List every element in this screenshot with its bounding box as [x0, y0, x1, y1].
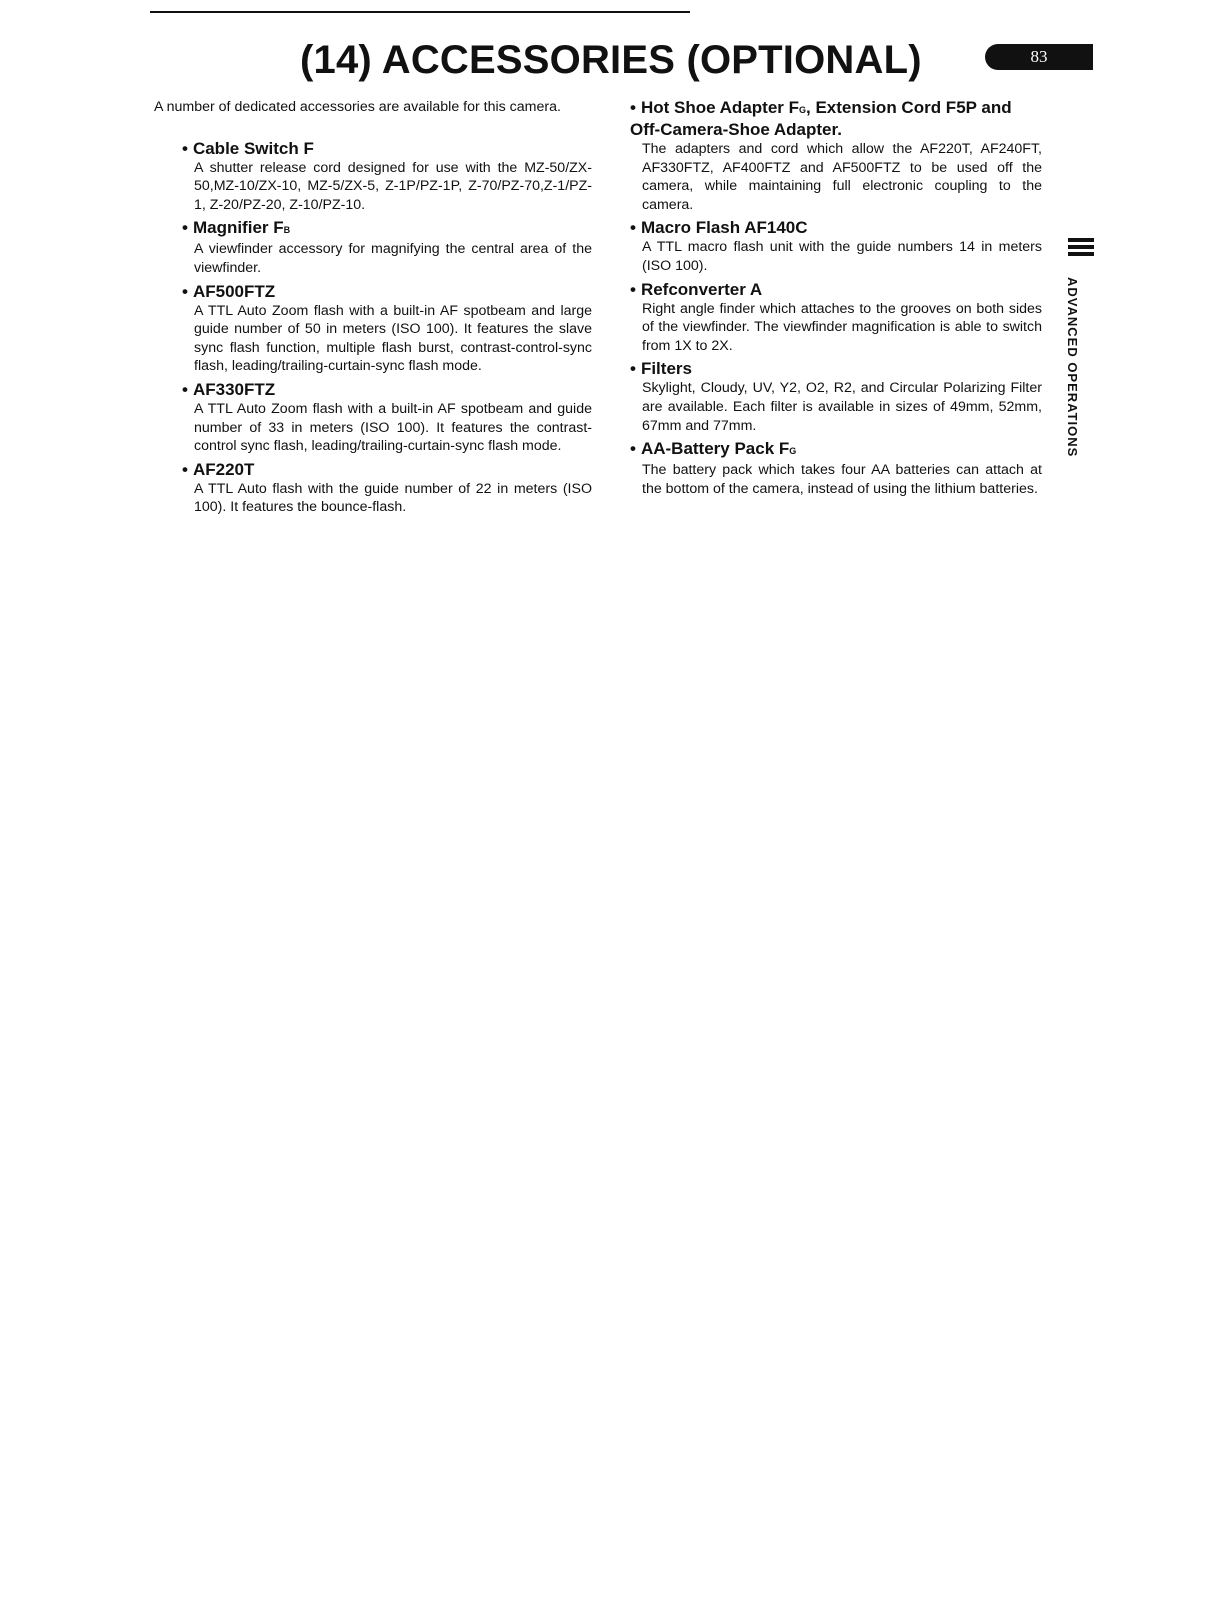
page-title: (14) ACCESSORIES (OPTIONAL): [300, 38, 922, 82]
accessory-item-macro-flash: [630, 218, 1042, 275]
accessory-heading: • Magnifier FB: [182, 218, 291, 238]
accessory-item-filters: [630, 359, 1042, 435]
bullet-icon: •: [630, 218, 636, 238]
bullet-icon: •: [182, 281, 188, 301]
heading-continuation: , Extension Cord F5P and Off-Camera-Shoe Adapter.: [630, 98, 1012, 139]
model-suffix: B: [283, 225, 291, 236]
accessory-description: A TTL Auto Zoom flash with a built-in AF spotbeam and large guide number of 50 in meters (ISO 100). It features the slave sync flash function, multiple flash burst, contrast-control-sync flash, leading/trailing-curtain-sync flash mode.: [194, 302, 592, 375]
model-suffix: G: [799, 105, 807, 115]
accessory-item-hot-shoe-adapter: [630, 98, 1042, 214]
accessory-description: A TTL Auto flash with the guide number of 22 in meters (ISO 100). It features the bounce-flash.: [194, 480, 592, 516]
accessory-description: The adapters and cord which allow the AF220T, AF240FT, AF330FTZ, AF400FTZ and AF500FTZ to be used off the camera, while maintaining full electronic coupling to the camera.: [642, 141, 1042, 213]
accessory-description: The battery pack which takes four AA batteries can attach at the bottom of the camera, instead of using the lithium batteries.: [642, 462, 1042, 497]
section-bars: [1068, 238, 1094, 256]
page-number-tab: [985, 44, 1093, 70]
accessory-description: Right angle finder which attaches to the grooves on both sides of the viewfinder. The viewfinder magnification is able to switch from 1X to 2X.: [642, 300, 1042, 354]
bullet-icon: •: [630, 279, 636, 299]
accessory-description: A viewfinder accessory for magnifying the central area of the viewfinder.: [194, 241, 592, 276]
accessory-heading: • AF500FTZ: [182, 281, 276, 301]
accessory-description: Skylight, Cloudy, UV, Y2, O2, R2, and Circular Polarizing Filter are available. Each filter is available in sizes of 49mm, 52mm, 67mm and 77mm.: [642, 380, 1042, 434]
model-suffix: G: [789, 446, 797, 457]
accessory-heading: • Hot Shoe Adapter FG, Extension Cord F5P and Off-Camera-Shoe Adapter.: [630, 98, 1012, 139]
accessory-item-af500ftz: [154, 282, 592, 376]
intro-text: A number of dedicated accessories are available for this camera.: [154, 99, 561, 115]
bullet-icon: •: [630, 359, 636, 379]
accessory-item-aa-battery-pack: [630, 439, 1042, 498]
bullet-icon: •: [182, 379, 188, 399]
section-marker-icon: [1068, 238, 1094, 259]
accessory-description: A shutter release cord designed for use with the MZ-50/ZX-50,MZ-10/ZX-10, MZ-5/ZX-5, Z-1P/PZ-1P, Z-70/PZ-70,Z-1/PZ-1, Z-20/PZ-20, Z-10/PZ-10.: [194, 159, 592, 213]
bullet-icon: •: [182, 138, 188, 158]
accessory-heading: • AF220T: [182, 459, 255, 479]
accessory-item-magnifier: [154, 218, 592, 277]
accessory-item-cable-switch: [154, 139, 592, 215]
top-rule: [150, 11, 690, 13]
bullet-icon: •: [182, 218, 188, 238]
accessory-heading: • AF330FTZ: [182, 379, 276, 399]
right-column: [630, 98, 1042, 502]
accessory-description: A TTL macro flash unit with the guide numbers 14 in meters (ISO 100).: [642, 239, 1042, 274]
accessory-item-af220t: [154, 460, 592, 517]
accessory-heading: • Refconverter A: [630, 279, 763, 299]
left-column: [154, 98, 592, 521]
accessory-heading: • Cable Switch F: [182, 138, 314, 158]
page-number: 83: [1030, 47, 1048, 66]
bullet-icon: •: [182, 459, 188, 479]
accessory-heading: • Filters: [630, 359, 692, 379]
accessory-heading: • Macro Flash AF140C: [630, 218, 808, 238]
section-label: ADVANCED OPERATIONS: [1065, 277, 1080, 458]
accessory-heading: • AA-Battery Pack FG: [630, 439, 797, 459]
accessory-item-af330ftz: [154, 380, 592, 456]
accessory-description: A TTL Auto Zoom flash with a built-in AF spotbeam and guide number of 33 in meters (ISO 100). It features the contrast-control sync flash, leading/trailing-curtain-sync flash mode.: [194, 400, 592, 455]
bullet-icon: •: [630, 98, 636, 117]
accessory-item-refconverter: [630, 280, 1042, 356]
bullet-icon: •: [630, 439, 636, 459]
